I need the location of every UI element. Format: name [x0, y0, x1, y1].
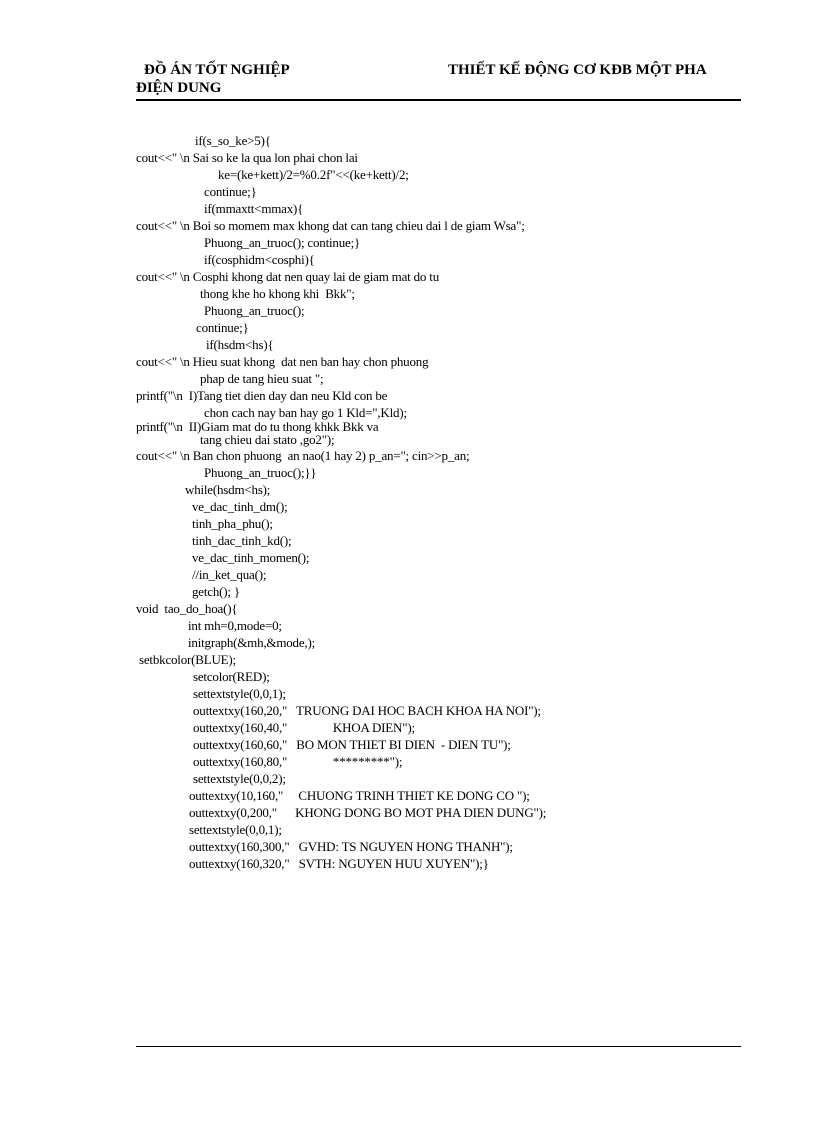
header-left-title-continuation: ĐIỆN DUNG: [136, 80, 222, 96]
code-line: if(s_so_ke>5){: [195, 133, 271, 148]
code-line: outtextxy(160,300," GVHD: TS NGUYEN HONG THANH");: [189, 839, 513, 854]
code-line: ve_dac_tinh_dm();: [192, 499, 288, 514]
code-line: outtextxy(0,200," KHONG DONG BO MOT PHA DIEN DUNG");: [189, 805, 547, 820]
code-line: tinh_dac_tinh_kd();: [192, 533, 292, 548]
code-line: initgraph(&mh,&mode,);: [188, 635, 316, 650]
header-left-title: ĐỒ ÁN TỐT NGHIỆP: [144, 62, 290, 78]
code-line: settextstyle(0,0,2);: [193, 771, 286, 786]
code-line: Phuong_an_truoc();}}: [204, 465, 317, 480]
code-line: thong khe ho khong khi Bkk";: [200, 286, 355, 301]
code-line: settextstyle(0,0,1);: [189, 822, 282, 837]
code-line: setbkcolor(BLUE);: [139, 652, 236, 667]
code-line: int mh=0,mode=0;: [188, 618, 282, 633]
code-line: outtextxy(160,60," BO MON THIET BI DIEN - DIEN TU");: [193, 737, 511, 752]
code-line: Phuong_an_truoc(); continue;}: [204, 235, 361, 250]
code-line: tang chieu dai stato ,go2");: [200, 432, 335, 447]
footer-divider: [136, 1046, 741, 1047]
code-line: continue;}: [204, 184, 257, 199]
code-line: getch(); }: [192, 584, 240, 599]
code-line: cout<<" \n Sai so ke la qua lon phai chon lai: [136, 150, 358, 165]
code-line: cout<<" \n Boi so momem max khong dat can tang chieu dai l de giam Wsa";: [136, 218, 525, 233]
code-line: outtextxy(160,80," *********");: [193, 754, 403, 769]
code-line: cout<<" \n Cosphi khong dat nen quay lai de giam mat do tu: [136, 269, 439, 284]
code-line: continue;}: [196, 320, 249, 335]
code-line: printf("\n I)Tang tiet dien day dan neu Kld con be: [136, 388, 388, 403]
code-line: Phuong_an_truoc();: [204, 303, 305, 318]
code-line: outtextxy(10,160," CHUONG TRINH THIET KE DONG CO ");: [189, 788, 530, 803]
header-right-title: THIẾT KẾ ĐỘNG CƠ KĐB MỘT PHA: [448, 62, 707, 78]
code-line: cout<<" \n Hieu suat khong dat nen ban hay chon phuong: [136, 354, 429, 369]
code-line: ke=(ke+kett)/2=%0.2f"<<(ke+kett)/2;: [218, 167, 409, 182]
code-line: while(hsdm<hs);: [185, 482, 271, 497]
code-line: chon cach nay ban hay go 1 Kld=",Kld);: [204, 405, 407, 420]
code-line: cout<<" \n Ban chon phuong an nao(1 hay 2) p_an="; cin>>p_an;: [136, 448, 470, 463]
code-line: tinh_pha_phu();: [192, 516, 273, 531]
code-line: printf("\n II)Giam mat do tu thong khkk Bkk va: [136, 419, 379, 434]
code-line: if(cosphidm<cosphi){: [204, 252, 315, 267]
code-line: outtextxy(160,40," KHOA DIEN");: [193, 720, 415, 735]
code-line: if(hsdm<hs){: [206, 337, 274, 352]
code-line: outtextxy(160,20," TRUONG DAI HOC BACH KHOA HA NOI");: [193, 703, 541, 718]
code-line: phap de tang hieu suat ";: [200, 371, 324, 386]
code-line: void tao_do_hoa(){: [136, 601, 238, 616]
code-line: ve_dac_tinh_momen();: [192, 550, 310, 565]
code-line: outtextxy(160,320," SVTH: NGUYEN HUU XUYEN");}: [189, 856, 489, 871]
code-line: //in_ket_qua();: [192, 567, 267, 582]
code-line: setcolor(RED);: [193, 669, 270, 684]
code-line: if(mmaxtt<mmax){: [204, 201, 304, 216]
code-line: settextstyle(0,0,1);: [193, 686, 286, 701]
